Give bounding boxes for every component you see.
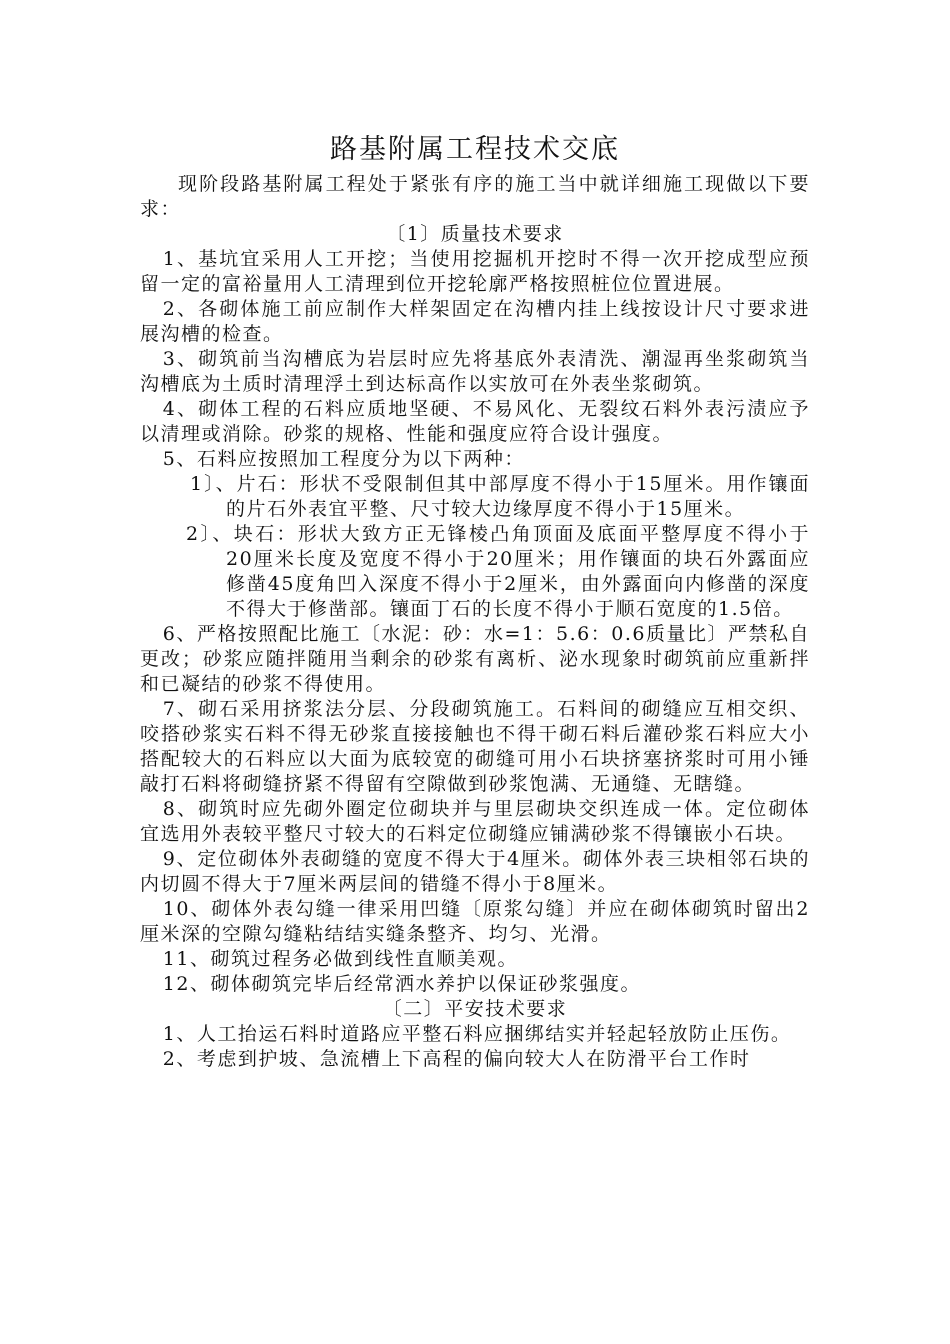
quality-item: 8、砌筑时应先砌外圈定位砌块并与里层砌块交织连成一体。定位砌体宜选用外表较平整尺寸较大的石料定位砌缝应铺满砂浆不得镶嵌小石块。 bbox=[140, 798, 810, 845]
section-heading-quality: 〔1〕质量技术要求 bbox=[386, 223, 564, 245]
intro-paragraph: 现阶段路基附属工程处于紧张有序的施工当中就详细施工现做以下要求： bbox=[140, 173, 810, 220]
quality-item: 5、石料应按照加工程度分为以下两种： bbox=[162, 448, 525, 470]
stone-type-item: 2〕、块石：形状大致方正无锋棱凸角顶面及底面平整厚度不得小于20厘米长度及宽度不得小于20厘米；用作镶面的块石外露面应修凿45度角凹入深度不得小于2厘米，由外露面向内修凿的深度不得大于修凿部。镶面丁石的长度不得小于顺石宽度的1.5倍。 bbox=[186, 523, 810, 620]
quality-item: 3、砌筑前当沟槽底为岩层时应先将基底外表清洗、潮湿再坐浆砌筑当沟槽底为土质时清理浮土到达标高作以实放可在外表坐浆砌筑。 bbox=[140, 348, 810, 395]
quality-item: 7、砌石采用挤浆法分层、分段砌筑施工。石料间的砌缝应互相交织、咬搭砂浆实石料不得无砂浆直接接触也不得干砌石料后灌砂浆石料应大小搭配较大的石料应以大面为底较宽的砌缝可用小石块挤塞挤浆时可用小锤敲打石料将砌缝挤紧不得留有空隙做到砂浆饱满、无通缝、无瞎缝。 bbox=[140, 698, 810, 795]
quality-item: 10、砌体外表勾缝一律采用凹缝〔原浆勾缝〕并应在砌体砌筑时留出2厘米深的空隙勾缝粘结结实缝条整齐、均匀、光滑。 bbox=[140, 898, 810, 945]
document-body bbox=[140, 172, 810, 1072]
quality-item: 1、基坑宜采用人工开挖；当使用挖掘机开挖时不得一次开挖成型应预留一定的富裕量用人工清理到位开挖轮廓严格按照桩位位置进展。 bbox=[140, 248, 810, 295]
quality-item: 6、严格按照配比施工〔水泥：砂：水=1：5.6：0.6质量比〕严禁私自更改；砂浆应随拌随用当剩余的砂浆有离析、泌水现象时砌筑前应重新拌和已凝结的砂浆不得使用。 bbox=[140, 623, 810, 695]
quality-item: 12、砌体砌筑完毕后经常洒水养护以保证砂浆强度。 bbox=[162, 973, 641, 995]
document-title: 路基附属工程技术交底 bbox=[330, 134, 620, 165]
quality-item: 9、定位砌体外表砌缝的宽度不得大于4厘米。砌体外表三块相邻石块的内切圆不得大于7厘米两层间的错缝不得小于8厘米。 bbox=[140, 848, 810, 895]
quality-item: 2、各砌体施工前应制作大样架固定在沟槽内挂上线按设计尺寸要求进展沟槽的检查。 bbox=[140, 298, 810, 345]
safety-item: 2、考虑到护坡、急流槽上下高程的偏向较大人在防滑平台工作时 bbox=[162, 1048, 751, 1070]
section-heading-safety: 〔二〕平安技术要求 bbox=[382, 998, 568, 1020]
stone-type-item: 1〕、片石：形状不受限制但其中部厚度不得小于15厘米。用作镶面的片石外表宜平整、尺寸较大边缘厚度不得小于15厘米。 bbox=[190, 473, 810, 520]
quality-item: 4、砌体工程的石料应质地坚硬、不易风化、无裂纹石料外表污渍应予以清理或消除。砂浆的规格、性能和强度应符合设计强度。 bbox=[140, 398, 810, 445]
safety-item: 1、人工抬运石料时道路应平整石料应捆绑结实并轻起轻放防止压伤。 bbox=[162, 1023, 792, 1045]
quality-item: 11、砌筑过程务必做到线性直顺美观。 bbox=[162, 948, 518, 970]
